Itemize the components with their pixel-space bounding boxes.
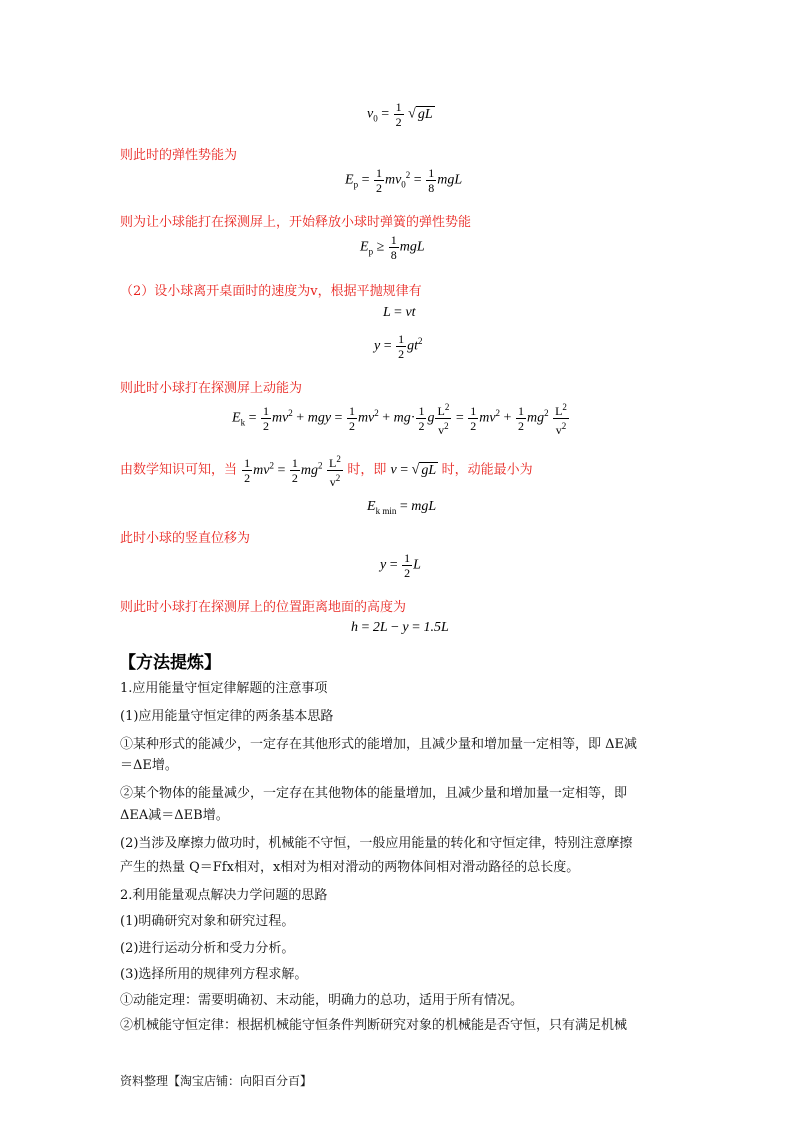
inline-equation-v: v = √ gL bbox=[390, 462, 437, 478]
method-p11: ②机械能守恒定律：根据机械能守恒条件判断研究对象的机械能是否守恒，只有满足机械 bbox=[120, 1018, 628, 1033]
solution-line-4: 则此时小球打在探测屏上动能为 bbox=[120, 381, 303, 396]
equation-ek: $E_k$ = $\frac{1}{2}$ $mv^2$ + mgy = $\frac{1}{2}$ $mv^2 + mg\cdot$ $\frac{1}{2}$ g $\frac{L^2}{v^2}$ = $\frac{1}{2}$ $mv^2$ + $\frac{1}{2}$ $mg^2$ $\frac{L^2}{v^2}$ bbox=[232, 402, 567, 437]
page-footer: 资料整理【淘宝店铺：向阳百分百】 bbox=[120, 1074, 313, 1088]
solution-line-3: （2）设小球离开桌面时的速度为v，根据平抛规律有 bbox=[120, 284, 422, 299]
equation-ekmin: $E_{k min}$ = mgL bbox=[367, 499, 437, 516]
method-p5b: 产生的热量 Q＝Ffx相对，x相对为相对滑动的两物体间相对滑动路径的总长度。 bbox=[120, 860, 580, 875]
equation-ep-min: $E_p$ ≥ $\frac{1}{8}$ mgL bbox=[360, 233, 425, 262]
method-p1: 1.应用能量守恒定律解题的注意事项 bbox=[120, 681, 328, 696]
method-p2: (1)应用能量守恒定律的两条基本思路 bbox=[120, 709, 334, 724]
method-heading: 【方法提炼】 bbox=[119, 653, 221, 673]
method-p5: (2)当涉及摩擦力做功时，机械能不守恒，一般应用能量的转化和守恒定律，特别注意摩擦 bbox=[120, 836, 633, 851]
solution-line-1: 则此时的弹性势能为 bbox=[120, 148, 238, 163]
method-p10: ①动能定理：需要明确初、末动能，明确力的总功，适用于所有情况。 bbox=[120, 993, 524, 1008]
method-p7: (1)明确研究对象和研究过程。 bbox=[120, 914, 295, 929]
solution-line-5 bbox=[120, 452, 533, 489]
method-p4: ②某个物体的能量减少，一定存在其他物体的能量增加，且减少量和增加量一定相等，即 bbox=[120, 786, 628, 801]
equation-v0: $v_0$ = $\frac{1}{2}$ √ gL bbox=[367, 100, 433, 129]
solution-line-6: 此时小球的竖直位移为 bbox=[120, 531, 251, 546]
line5-part-b: 时，即 bbox=[347, 462, 387, 478]
line5-part-a: 由数学知识可知，当 bbox=[120, 462, 238, 478]
method-p9: (3)选择所用的规律列方程求解。 bbox=[120, 967, 308, 982]
method-p3: ①某种形式的能减少，一定存在其他形式的能增加，且减少量和增加量一定相等，即 ΔE减 bbox=[120, 737, 638, 752]
solution-line-7: 则此时小球打在探测屏上的位置距离地面的高度为 bbox=[120, 600, 407, 615]
equation-L: L = vt bbox=[383, 305, 416, 320]
equation-h: h = 2L − y = 1.5L bbox=[351, 620, 449, 635]
method-p4b: ΔEA减＝ΔEB增。 bbox=[120, 808, 229, 823]
equation-y2: y = $\frac{1}{2}$ L bbox=[380, 551, 421, 580]
equation-ep: $E_p$ = $\frac{1}{2}$ $mv_0^2$ = $\frac{1}{8}$ mgL bbox=[345, 166, 463, 195]
method-p8: (2)进行运动分析和受力分析。 bbox=[120, 941, 295, 956]
method-p6: 2.利用能量观点解决力学问题的思路 bbox=[120, 888, 328, 903]
equation-y: y = $\frac{1}{2}$ $gt^2$ bbox=[374, 332, 423, 361]
method-p3b: ＝ΔE增。 bbox=[120, 758, 178, 773]
solution-line-2: 则为让小球能打在探测屏上，开始释放小球时弹簧的弹性势能 bbox=[120, 215, 472, 230]
line5-part-c: 时，动能最小为 bbox=[441, 462, 533, 478]
inline-equation-condition: $\frac{1}{2}$ $mv^2$ = $\frac{1}{2}$ $mg^2$ $\frac{L^2}{v^2}$ bbox=[244, 454, 341, 489]
